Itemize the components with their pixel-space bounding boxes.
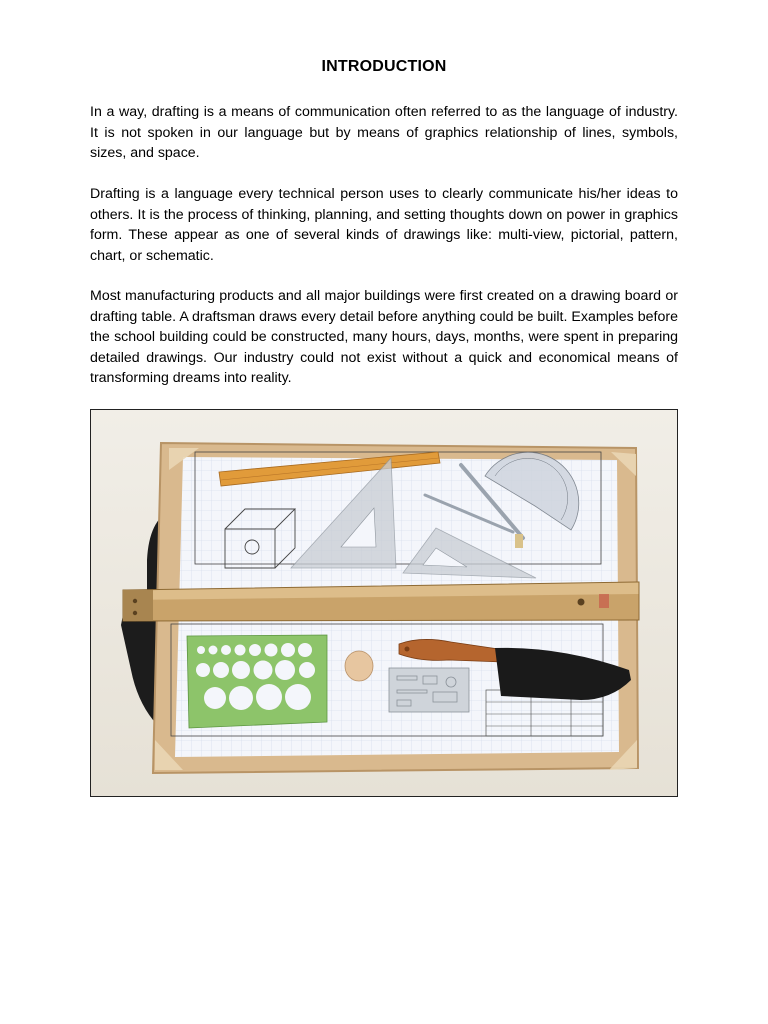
drafting-board-illustration <box>91 410 677 796</box>
eraser <box>345 651 373 681</box>
drafting-tools-photo <box>90 409 678 797</box>
paragraph-1: In a way, drafting is a means of communication often referred to as the language of industry. It is not spoken in our language but by means of graphics relationship of lines, symbols, sizes, and space. <box>90 104 678 161</box>
paragraph-2: Drafting is a language every technical person uses to clearly communicate his/her ideas to others. It is the process of thinking, planning, and setting thoughts down on power in graphics form. These appear as one of several kinds of drawings like: multi-view, pictorial, pattern, chart, or schematic. <box>90 186 678 264</box>
erasing-shield <box>389 668 469 712</box>
circle-template <box>187 635 327 728</box>
page-title: INTRODUCTION <box>321 58 447 75</box>
paragraph-3: Most manufacturing products and all major buildings were first created on a drawing board or drafting table. A draftsman draws every detail before anything could be built. Examples before the school building could be constructed, many hours, days, months, were spent in preparing detailed drawings. Our industry could not exist without a quick and economical means of transforming dreams into reality. <box>90 288 678 386</box>
